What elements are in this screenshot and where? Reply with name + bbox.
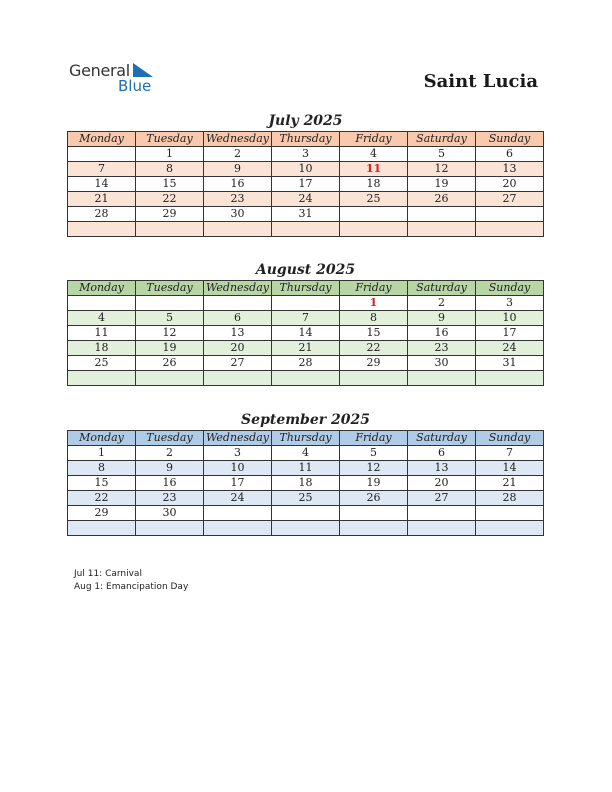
day-cell xyxy=(272,222,340,237)
weekday-header: Saturday xyxy=(408,431,476,446)
day-cell xyxy=(68,147,136,162)
day-cell: 31 xyxy=(272,207,340,222)
day-cell: 22 xyxy=(68,491,136,506)
day-cell: 20 xyxy=(204,341,272,356)
generalblue-logo xyxy=(69,61,179,97)
day-cell xyxy=(136,521,204,536)
weekday-header: Tuesday xyxy=(136,431,204,446)
day-cell: 2 xyxy=(136,446,204,461)
day-cell: 21 xyxy=(68,192,136,207)
day-cell: 13 xyxy=(204,326,272,341)
weekday-header: Sunday xyxy=(476,431,544,446)
day-cell xyxy=(408,222,476,237)
day-cell: 26 xyxy=(136,356,204,371)
weekday-header: Monday xyxy=(68,281,136,296)
day-cell: 24 xyxy=(204,491,272,506)
day-cell: 9 xyxy=(408,311,476,326)
day-cell: 4 xyxy=(340,147,408,162)
day-cell: 3 xyxy=(204,446,272,461)
day-cell: 27 xyxy=(204,356,272,371)
day-cell: 12 xyxy=(136,326,204,341)
day-cell xyxy=(476,506,544,521)
month-september xyxy=(67,410,544,536)
week-row xyxy=(68,296,544,311)
week-row xyxy=(68,506,544,521)
weekday-header: Thursday xyxy=(272,431,340,446)
day-cell: 4 xyxy=(272,446,340,461)
week-row xyxy=(68,446,544,461)
day-cell: 19 xyxy=(408,177,476,192)
day-cell: 21 xyxy=(272,341,340,356)
day-cell: 13 xyxy=(408,461,476,476)
week-row xyxy=(68,356,544,371)
weekday-header: Monday xyxy=(68,132,136,147)
weekday-header: Friday xyxy=(340,431,408,446)
weekday-header: Sunday xyxy=(476,281,544,296)
month-title: July 2025 xyxy=(268,113,343,129)
day-cell xyxy=(272,296,340,311)
day-cell xyxy=(68,371,136,386)
day-cell xyxy=(136,371,204,386)
week-row xyxy=(68,326,544,341)
day-cell: 28 xyxy=(272,356,340,371)
day-cell: 16 xyxy=(204,177,272,192)
day-cell: 14 xyxy=(476,461,544,476)
day-cell: 12 xyxy=(408,162,476,177)
day-cell xyxy=(476,207,544,222)
day-cell: 18 xyxy=(340,177,408,192)
calendar-table xyxy=(67,430,544,536)
weekday-header-row xyxy=(68,132,544,147)
day-cell: 7 xyxy=(476,446,544,461)
day-cell: 22 xyxy=(136,192,204,207)
month-title: September 2025 xyxy=(241,412,370,428)
month-august xyxy=(67,260,544,386)
day-cell: 8 xyxy=(340,311,408,326)
weekday-header: Wednesday xyxy=(204,132,272,147)
day-cell: 26 xyxy=(340,491,408,506)
month-title: August 2025 xyxy=(255,262,356,278)
day-cell: 25 xyxy=(272,491,340,506)
day-cell: 25 xyxy=(340,192,408,207)
week-row xyxy=(68,521,544,536)
day-cell: 11 xyxy=(272,461,340,476)
day-cell xyxy=(340,521,408,536)
day-cell: 9 xyxy=(136,461,204,476)
day-cell: 8 xyxy=(136,162,204,177)
day-cell: 31 xyxy=(476,356,544,371)
day-cell xyxy=(136,222,204,237)
day-cell: 14 xyxy=(272,326,340,341)
day-cell: 23 xyxy=(204,192,272,207)
weekday-header: Saturday xyxy=(408,132,476,147)
day-cell: 30 xyxy=(204,207,272,222)
weekday-header: Saturday xyxy=(408,281,476,296)
day-cell: 10 xyxy=(476,311,544,326)
day-cell: 23 xyxy=(136,491,204,506)
holiday-note: Aug 1: Emancipation Day xyxy=(74,582,189,592)
day-cell: 2 xyxy=(204,147,272,162)
day-cell: 15 xyxy=(68,476,136,491)
logo-word-blue: Blue xyxy=(118,77,152,95)
day-cell xyxy=(340,222,408,237)
week-row xyxy=(68,341,544,356)
day-cell xyxy=(272,506,340,521)
day-cell xyxy=(476,371,544,386)
day-cell: 10 xyxy=(272,162,340,177)
day-cell xyxy=(476,521,544,536)
day-cell: 22 xyxy=(340,341,408,356)
day-cell xyxy=(204,506,272,521)
day-cell: 17 xyxy=(476,326,544,341)
weekday-header-row xyxy=(68,431,544,446)
day-cell: 23 xyxy=(408,341,476,356)
weekday-header: Friday xyxy=(340,281,408,296)
day-cell: 30 xyxy=(136,506,204,521)
day-cell: 27 xyxy=(476,192,544,207)
weekday-header: Thursday xyxy=(272,281,340,296)
weekday-header: Tuesday xyxy=(136,132,204,147)
day-cell: 19 xyxy=(340,476,408,491)
calendar-table xyxy=(67,280,544,386)
weekday-header: Monday xyxy=(68,431,136,446)
day-cell: 6 xyxy=(408,446,476,461)
logo-word-general: General xyxy=(69,61,130,80)
day-cell: 1 xyxy=(136,147,204,162)
weekday-header: Wednesday xyxy=(204,431,272,446)
weekday-header: Thursday xyxy=(272,132,340,147)
week-row xyxy=(68,147,544,162)
day-cell: 11 xyxy=(68,326,136,341)
holiday-note: Jul 11: Carnival xyxy=(74,569,142,579)
country-title: Saint Lucia xyxy=(423,71,538,92)
day-cell xyxy=(204,222,272,237)
day-cell: 28 xyxy=(476,491,544,506)
week-row xyxy=(68,371,544,386)
day-cell: 20 xyxy=(408,476,476,491)
week-row xyxy=(68,311,544,326)
week-row xyxy=(68,162,544,177)
week-row xyxy=(68,476,544,491)
day-cell: 5 xyxy=(136,311,204,326)
day-cell xyxy=(408,506,476,521)
week-row xyxy=(68,192,544,207)
day-cell: 29 xyxy=(340,356,408,371)
logo-triangle-icon xyxy=(133,63,153,77)
day-cell: 13 xyxy=(476,162,544,177)
day-cell: 17 xyxy=(204,476,272,491)
day-cell: 4 xyxy=(68,311,136,326)
day-cell xyxy=(340,371,408,386)
day-cell: 3 xyxy=(476,296,544,311)
day-cell: 6 xyxy=(476,147,544,162)
day-cell: 7 xyxy=(68,162,136,177)
day-cell xyxy=(408,207,476,222)
day-cell: 30 xyxy=(408,356,476,371)
day-cell: 8 xyxy=(68,461,136,476)
day-cell: 1 xyxy=(68,446,136,461)
day-cell: 9 xyxy=(204,162,272,177)
weekday-header: Tuesday xyxy=(136,281,204,296)
day-cell: 21 xyxy=(476,476,544,491)
day-cell: 26 xyxy=(408,192,476,207)
day-cell: 12 xyxy=(340,461,408,476)
day-cell xyxy=(476,222,544,237)
day-cell xyxy=(340,506,408,521)
weekday-header: Sunday xyxy=(476,132,544,147)
day-cell xyxy=(408,371,476,386)
day-cell: 1 xyxy=(340,296,408,311)
day-cell xyxy=(340,207,408,222)
day-cell: 24 xyxy=(476,341,544,356)
day-cell: 20 xyxy=(476,177,544,192)
week-row xyxy=(68,207,544,222)
day-cell: 18 xyxy=(272,476,340,491)
day-cell: 18 xyxy=(68,341,136,356)
day-cell: 14 xyxy=(68,177,136,192)
weekday-header-row xyxy=(68,281,544,296)
day-cell: 10 xyxy=(204,461,272,476)
day-cell: 5 xyxy=(408,147,476,162)
day-cell xyxy=(136,296,204,311)
weekday-header: Friday xyxy=(340,132,408,147)
week-row xyxy=(68,222,544,237)
day-cell xyxy=(272,371,340,386)
day-cell: 15 xyxy=(136,177,204,192)
week-row xyxy=(68,461,544,476)
day-cell: 24 xyxy=(272,192,340,207)
day-cell: 6 xyxy=(204,311,272,326)
day-cell: 16 xyxy=(408,326,476,341)
day-cell: 7 xyxy=(272,311,340,326)
week-row xyxy=(68,177,544,192)
day-cell: 27 xyxy=(408,491,476,506)
day-cell: 17 xyxy=(272,177,340,192)
day-cell: 29 xyxy=(136,207,204,222)
day-cell: 25 xyxy=(68,356,136,371)
day-cell: 3 xyxy=(272,147,340,162)
day-cell xyxy=(68,222,136,237)
day-cell: 28 xyxy=(68,207,136,222)
calendar-table xyxy=(67,131,544,237)
day-cell xyxy=(204,521,272,536)
holiday-notes xyxy=(74,568,188,594)
weekday-header: Wednesday xyxy=(204,281,272,296)
day-cell xyxy=(204,296,272,311)
month-july xyxy=(67,111,544,237)
day-cell xyxy=(204,371,272,386)
day-cell xyxy=(272,521,340,536)
day-cell: 11 xyxy=(340,162,408,177)
day-cell: 29 xyxy=(68,506,136,521)
day-cell: 16 xyxy=(136,476,204,491)
week-row xyxy=(68,491,544,506)
day-cell: 2 xyxy=(408,296,476,311)
day-cell: 19 xyxy=(136,341,204,356)
day-cell: 15 xyxy=(340,326,408,341)
day-cell: 5 xyxy=(340,446,408,461)
day-cell xyxy=(68,521,136,536)
day-cell xyxy=(68,296,136,311)
day-cell xyxy=(408,521,476,536)
